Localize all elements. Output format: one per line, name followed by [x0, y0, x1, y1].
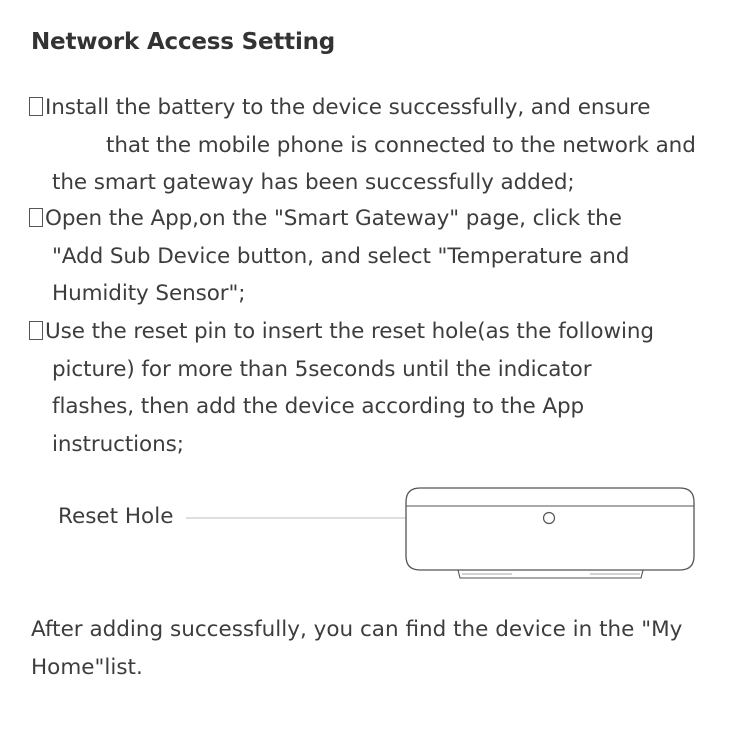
- step-line: [29, 200, 734, 238]
- step-line: "Add Sub Device button, and select "Temperature and: [52, 243, 630, 269]
- step-text: Install the battery to the device successfully, and ensure: [45, 95, 651, 120]
- footer-note: [31, 611, 721, 686]
- step-line: Humidity Sensor";: [52, 281, 246, 306]
- step-line: that the mobile phone is connected to the network and: [106, 132, 696, 158]
- device-illustration: [0, 480, 750, 590]
- device-body: [406, 488, 694, 570]
- step-text: Use the reset pin to insert the reset hole(as the following: [45, 319, 654, 344]
- bullet-box-icon: [29, 321, 43, 340]
- bullet-box-icon: [29, 97, 43, 116]
- step-line: [29, 89, 734, 127]
- reset-hole-label: Reset Hole: [58, 504, 174, 529]
- step-1: [29, 89, 734, 202]
- reset-hole-icon: [544, 513, 555, 524]
- step-line: instructions;: [52, 431, 184, 457]
- footer-line: After adding successfully, you can find the device in the "My: [31, 617, 683, 642]
- step-line: [29, 313, 734, 351]
- step-3: [29, 313, 734, 463]
- footer-line: Home"list.: [31, 654, 143, 680]
- bullet-box-icon: [29, 208, 43, 227]
- page-title: Network Access Setting: [31, 29, 336, 55]
- step-line: the smart gateway has been successfully added;: [52, 170, 575, 195]
- step-text: Open the App,on the "Smart Gateway" page, click the: [45, 206, 622, 231]
- reset-hole-figure: [0, 480, 750, 590]
- step-line: picture) for more than 5seconds until the indicator: [52, 356, 592, 382]
- step-line: flashes, then add the device according to the App: [52, 394, 585, 419]
- step-2: [29, 200, 734, 313]
